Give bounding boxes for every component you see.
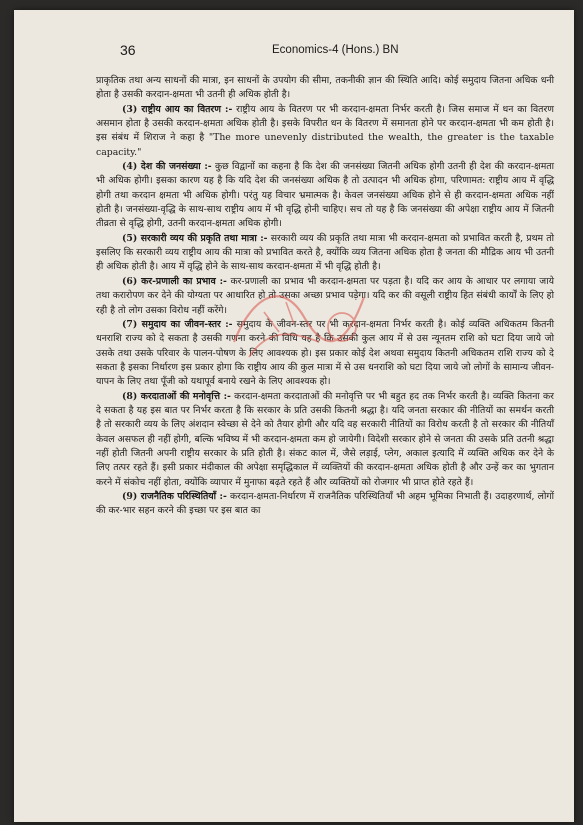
paragraph-text: राष्ट्रीय आय के वितरण पर भी करदान-क्षमता निर्भर करती है। जिस समाज में धन का वितरण असमान होता है उसकी करदान-क्षमता अधिक होती है। इसके विपरीत धन के वितरण में समानता होने पर करदान-क्षमता भी कम होती है। इस संबंध में शिराज ने कहा है "The more unevenly distributed the wealth, the greater is the taxable capacity." bbox=[96, 103, 554, 158]
paragraph bbox=[96, 318, 554, 390]
section-heading: (4) देश की जनसंख्या :- bbox=[122, 161, 212, 173]
paragraph bbox=[96, 232, 554, 275]
page-header bbox=[14, 42, 574, 62]
paragraph-text: प्राकृतिक तथा अन्य साधनों की मात्रा, इन साधनों के उपयोग की सीमा, तकनीकी ज्ञान की स्थिति आदि। कोई समुदाय जितना अधिक धनी होता है उसकी करदान-क्षमता भी उतनी ही अधिक होती है। bbox=[96, 75, 554, 101]
running-title: Economics-4 (Hons.) BN bbox=[272, 44, 399, 56]
paragraph bbox=[96, 390, 554, 490]
section-heading: (3) राष्ट्रीय आय का वितरण :- bbox=[122, 103, 233, 115]
section-heading: (6) कर-प्रणाली का प्रभाव :- bbox=[122, 275, 227, 287]
section-heading: (5) सरकारी व्यय की प्रकृति तथा मात्रा :- bbox=[122, 232, 268, 244]
paragraph bbox=[96, 74, 554, 103]
paragraph bbox=[96, 160, 554, 232]
section-heading: (8) करदाताओं की मनोवृत्ति :- bbox=[122, 390, 231, 402]
section-heading: (9) राजनैतिक परिस्थितियाँ :- bbox=[122, 490, 227, 502]
paragraph-text: करदान-क्षमता-निर्धारण में राजनैतिक परिस्थितियाँ भी अहम भूमिका निभाती हैं। उदाहरणार्थ, लोगों की कर-भार सहन करने की इच्छा पर इस बात का bbox=[96, 490, 554, 517]
paragraph bbox=[96, 275, 554, 318]
paragraph-text: समुदाय के जीवन-स्तर पर भी करदान-क्षमता निर्भर करती है। कोई व्यक्ति अधिकतम कितनी धनराशि राज्य को दे सकता है उसकी गणना करने की विधि यह है कि उसकी कुल आय में से उस न्यूनतम राशि को घटा दिया जाये जो उसके तथा उसके परिवार के पालन-पोषण के लिए आवश्यक हो। इस प्रकार कोई देश अथवा समुदाय कितनी अधिकतम राशि राज्य को दे सकता है इसका निर्धारण इस प्रकार होगा कि राष्ट्रीय आय की कुल मात्रा में से उस धनराशि को घटा दिया जाये जो लोगों के सामान्य जीवन-यापन के लिए तथा पूँजी को यथापूर्व बनाये रखने के लिए आवश्यक हो। bbox=[96, 318, 554, 388]
paragraph-text: कुछ विद्वानों का कहना है कि देश की जनसंख्या जितनी अधिक होगी उतनी ही देश की करदान-क्षमता भी अधिक होगी। इसका कारण यह है कि यदि देश की जनसंख्या अधिक है तो उत्पादन भी अधिक होगा, परिणामत: राष्ट्रीय आय में वृद्धि होगी तथा करदान क्षमता भी अधिक होगी। परंतु यह विचार भ्रमात्मक है। केवल जनसंख्या अधिक होने से ही करदान-क्षमता अधिक नहीं होती है। जनसंख्या-वृद्धि के साथ-साथ राष्ट्रीय आय में भी वृद्धि होनी चाहिए। सच तो यह है कि जनसंख्या की अपेक्षा राष्ट्रीय आय में जितनी तीव्रता से वृद्धि होगी, उतनी करदान-क्षमता अधिक होगी। bbox=[96, 161, 554, 230]
paragraph bbox=[96, 103, 554, 160]
paragraph-text: सरकारी व्यय की प्रकृति तथा मात्रा भी करदान-क्षमता को प्रभावित करती है, प्रथम तो इसलिए कि सरकारी व्यय राष्ट्रीय आय की मात्रा को प्रभावित करते है, क्योंकि व्यय जितना अधिक होता है जनता की मौद्रिक आय भी उतनी ही अधिक होती है। आय में वृद्धि होने के साथ-साथ करदान-क्षमता में भी वृद्धि होती है। bbox=[96, 232, 554, 273]
page-number: 36 bbox=[120, 42, 136, 58]
paragraph-text: करदान-क्षमता करदाताओं की मनोवृत्ति पर भी बहुत हद तक निर्भर करती है। व्यक्ति कितना कर दे सकता है यह इस बात पर निर्भर करता है कि सरकार के प्रति उसकी कितनी श्रद्धा है। यदि जनता सरकार की नीतियों का समर्थन करती है तो सरकारी व्यय के लिए अंशदान स्वेच्छा से देने को तैयार होगी और यदि वह सरकारी नीतियों का विरोध करती है तो सरकार की नीतियाँ केवल असफल ही नहीं होगी, बल्कि भविष्य में भी करदान-क्षमता कम हो जायेगी। विदेशी सरकार होने से जनता की उसके प्रति उतनी श्रद्धा नहीं होती जितनी अपनी राष्ट्रीय सरकार के प्रति होती है। संकट काल में, जैसे लड़ाई, प्लेग, अकाल इत्यादि में व्यक्ति अधिक कर देने के लिए तत्पर रहते हैं। इसी प्रकार मंदीकाल की अपेक्षा समृद्धिकाल में व्यक्तियों की करदान-क्षमता अधिक होती है और उन्हें कर का भुगतान करने में संकोच नहीं होता, क्योंकि व्यापार में मुनाफा बढ़ते रहते हैं और व्यक्तियों को रोजगार भी प्राप्त होते रहते हैं। bbox=[96, 390, 554, 488]
document-page bbox=[14, 10, 574, 822]
body-text bbox=[96, 74, 554, 519]
paragraph bbox=[96, 490, 554, 519]
paragraph-text: कर-प्रणाली का प्रभाव भी करदान-क्षमता पर पड़ता है। यदि कर आय के आधार पर लगाया जाये तथा करारोपण कर देने की योग्यता पर आधारित हो तो उसका अच्छा प्रभाव पड़ेगा। यदि कर की वसूली राष्ट्रीय हित संबंधी कार्यों के लिए हो रही है तो लोग उसका विरोध नहीं करेंगे। bbox=[96, 275, 554, 316]
section-heading: (7) समुदाय का जीवन-स्तर :- bbox=[122, 318, 233, 330]
